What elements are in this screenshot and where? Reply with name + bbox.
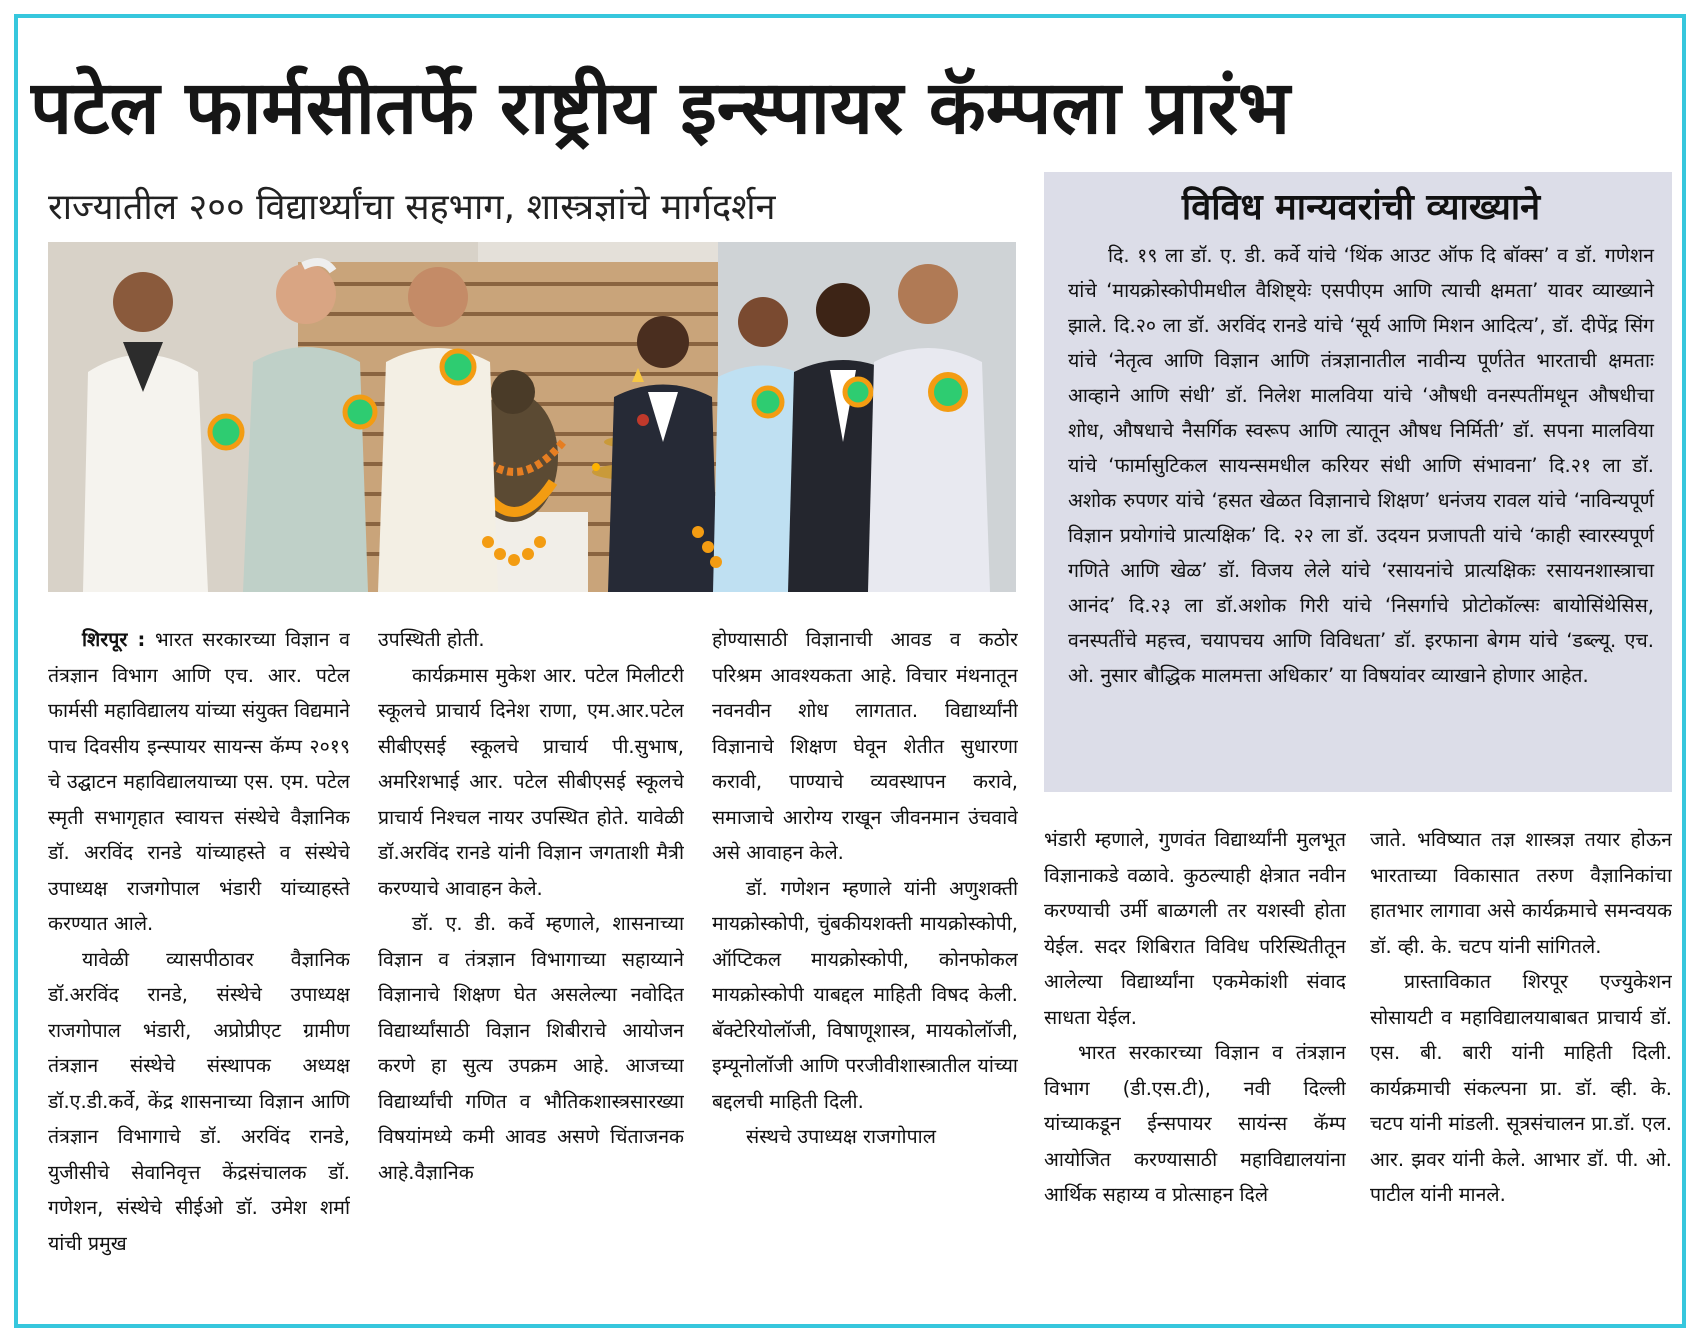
article-paragraph: जाते. भविष्यात तज्ञ शास्त्रज्ञ तयार होऊन भारताच्या विकासात तरुण वैज्ञानिकांचा हातभार लागावा असे कार्यक्रमाचे समन्वयक डॉ. व्ही. के. चटप यांनी सांगितले.	[1370, 828, 1672, 958]
article-paragraph: डॉ. ए. डी. कर्वे म्हणाले, शासनाच्या विज्ञान व तंत्रज्ञान विभागाच्या सहाय्याने विज्ञानाचे शिक्षण घेत असलेल्या नवोदित विद्यार्थ्यांसाठी विज्ञान शिबीराचे आयोजन करणे हा सुत्य उपक्रम आहे. आजच्या विद्यार्थ्यांची गणित व भौतिकशास्त्रसारख्या विषयांमध्ये कमी आवड असणे चिंताजनक आहे.वैज्ञानिक	[378, 912, 684, 1184]
dateline: शिरपूर :	[82, 628, 146, 651]
article-paragraph: कार्यक्रमास मुकेश आर. पटेल मिलीटरी स्कूलचे प्राचार्य दिनेश राणा, एम.आर.पटेल सीबीएसई स्कूलचे प्राचार्य पी.सुभाष, अमरिशभाई आर. पटेल सीबीएसई स्कूलचे प्राचार्य निश्चल नायर उपस्थित होते. यावेळी डॉ.अरविंद रानडे यांनी विज्ञान जगताशी मैत्री करण्याचे आवाहन केले.	[378, 663, 684, 900]
lectures-sidebar	[1044, 172, 1672, 792]
article-paragraph: भारत सरकारच्या विज्ञान व तंत्रज्ञान विभाग आणि एच. आर. पटेल फार्मसी महाविद्यालय यांच्या संयुक्त विद्यमाने पाच दिवसीय इन्स्पायर सायन्स कॅम्प २०१९ चे उद्घाटन महाविद्यालयाच्या एस. एम. पटेल स्मृती सभागृहात स्वायत्त संस्थेचे वैज्ञानिक डॉ. अरविंद रानडे यांच्याहस्ते व संस्थेचे उपाध्यक्ष राजगोपाल भंडारी यांच्याहस्ते करण्यात आले.	[48, 628, 350, 935]
article-paragraph: भंडारी म्हणाले, गुणवंत विद्यार्थ्यांनी मुलभूत विज्ञानाकडे वळावे. कुठल्याही क्षेत्रात नवीन करण्याची उर्मी बाळगली तर यशस्वी होता येईल. सदर शिबिरात विविध परिस्थितीतून आलेल्या विद्यार्थ्यांना एकमेकांशी संवाद साधता येईल.	[1044, 828, 1346, 1029]
article-paragraph: यावेळी व्यासपीठावर वैज्ञानिक डॉ.अरविंद रानडे, संस्थेचे उपाध्यक्ष राजगोपाल भंडारी, अप्रोप्रीएट ग्रामीण तंत्रज्ञान संस्थेचे संस्थापक अध्यक्ष डॉ.ए.डी.कर्वे, केंद्र शासनाच्या विज्ञान आणि तंत्रज्ञान विभागाचे डॉ. अरविंद रानडे, युजीसीचे सेवानिवृत्त केंद्रसंचालक डॉ. गणेशन, संस्थेचे सीईओ डॉ. उमेश शर्मा यांची प्रमुख	[48, 947, 350, 1255]
article-column-2	[378, 622, 684, 1312]
article-column-4	[1044, 822, 1346, 1312]
headline: पटेल फार्मसीतर्फे राष्ट्रीय इन्स्पायर कॅम्पला प्रारंभ	[30, 65, 1291, 151]
article-paragraph: उपस्थिती होती.	[378, 628, 485, 651]
article-paragraph: संस्थचे उपाध्यक्ष राजगोपाल	[746, 1125, 936, 1148]
article-paragraph: प्रास्ताविकात शिरपूर एज्युकेशन सोसायटी व महाविद्यालयाबाबत प्राचार्य डॉ. एस. बी. बारी यांनी माहिती दिली. कार्यक्रमाची संकल्पना प्रा. डॉ. व्ही. के. चटप यांनी मांडली. सूत्रसंचालन प्रा.डॉ. एल. आर. झवर यांनी केले. आभार डॉ. पी. ओ. पाटील यांनी मानले.	[1370, 970, 1672, 1206]
event-photo-illustration	[48, 242, 1016, 592]
sidebar-body: दि. १९ ला डॉ. ए. डी. कर्वे यांचे ‘थिंक आउट ऑफ दि बॉक्स’ व डॉ. गणेशन यांचे ‘मायक्रोस्कोपीमधील वैशिष्ट्येः एसपीएम आणि त्याची क्षमता’ यावर व्याख्याने झाले. दि.२० ला डॉ. अरविंद रानडे यांचे ‘सूर्य आणि मिशन आदित्य’, डॉ. दीपेंद्र सिंग यांचे ‘नेतृत्व आणि विज्ञान आणि तंत्रज्ञानातील नावीन्य पूर्णतेत भारताची क्षमताः आव्हाने आणि संधी’ डॉ. निलेश मालविया यांचे ‘औषधी वनस्पतींमधून औषधीचा शोध, औषधाचे नैसर्गिक स्वरूप आणि त्यातून औषध निर्मिती’ डॉ. सपना मालविया यांचे ‘फार्मासुटिकल सायन्समधील करियर संधी आणि संभावना’ दि.२१ ला डॉ. अशोक रुपणर यांचे ‘हसत खेळत विज्ञानाचे शिक्षण’ धनंजय रावल यांचे ‘नाविन्यपूर्ण विज्ञान प्रयोगांचे प्रात्यक्षिक’ दि. २२ ला डॉ. उदयन प्रजापती यांचे ‘काही स्वारस्यपूर्ण गणिते आणि खेळ’ डॉ. विजय लेले यांचे ‘रसायनांचे प्रात्यक्षिकः रसायनशास्त्राचा आनंद’ दि.२३ ला डॉ.अशोक गिरी यांचे ‘निसर्गाचे प्रोटोकॉल्सः बायोसिंथेसिस, वनस्पतींचे महत्त्व, चयापचय आणि विविधता’ डॉ. इरफाना बेगम यांचे ‘डब्ल्यू. एच. ओ. नुसार बौद्धिक मालमत्ता अधिकार’ या विषयांवर व्याखाने होणार आहेत.	[1068, 244, 1654, 687]
article-column-1	[48, 622, 350, 1312]
article-column-3	[712, 622, 1018, 1312]
sidebar-title: विविध मान्यवरांची व्याख्याने	[1181, 187, 1541, 228]
article-paragraph: होण्यासाठी विज्ञानाची आवड व कठोर परिश्रम आवश्यकता आहे. विचार मंथनातून नवनवीन शोध लागतात. विद्यार्थ्यांनी विज्ञानाचे शिक्षण घेवून शेतीत सुधारणा करावी, पाण्याचे व्यवस्थापन करावे, समाजाचे आरोग्य राखून जीवनमान उंचवावे असे आवाहन केले.	[712, 628, 1018, 864]
article-paragraph: डॉ. गणेशन म्हणाले यांनी अणुशक्ती मायक्रोस्कोपी, चुंबकीयशक्ती मायक्रोस्कोपी, ऑप्टिकल मायक्रोस्कोपी, कोनफोकल मायक्रोस्कोपी याबद्दल माहिती विषद केली. बॅक्टेरियोलॉजी, विषाणूशास्त्र, मायकोलॉजी, इम्यूनोलॉजी आणि परजीवीशास्त्रातील यांच्या बद्दलची माहिती दिली.	[712, 876, 1018, 1113]
article-paragraph: भारत सरकारच्या विज्ञान व तंत्रज्ञान विभाग (डी.एस.टी), नवी दिल्ली यांच्याकडून ईन्सपायर सायंन्स कॅम्प आयोजित करण्यासाठी महाविद्यालयांना आर्थिक सहाय्य व प्रोत्साहन दिले	[1044, 1041, 1346, 1206]
event-photo	[48, 242, 1016, 592]
article-column-5	[1370, 822, 1672, 1312]
subheadline: राज्यातील २०० विद्यार्थ्यांचा सहभाग, शास्त्रज्ञांचे मार्गदर्शन	[48, 187, 776, 228]
